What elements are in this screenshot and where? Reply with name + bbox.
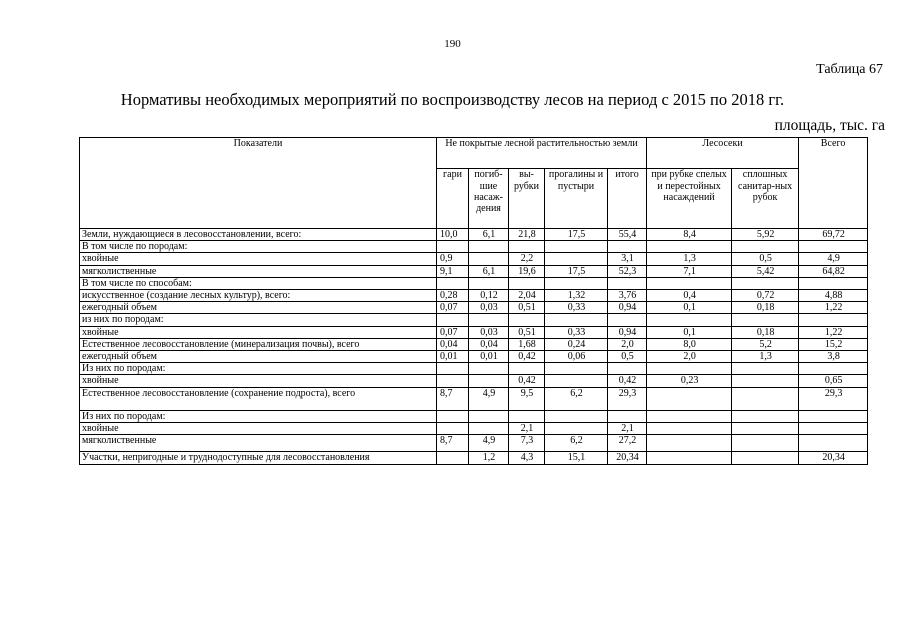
cell-dead-stands xyxy=(469,363,509,375)
cell-dead-stands: 4,9 xyxy=(469,435,509,452)
cell-sanitary-cut: 5,2 xyxy=(732,338,799,350)
cell-glades xyxy=(545,410,608,422)
cell-itogo xyxy=(608,277,647,289)
cell-total: 4,88 xyxy=(799,290,868,302)
cell-gari xyxy=(437,422,469,434)
cell-glades: 1,32 xyxy=(545,290,608,302)
cell-total: 15,2 xyxy=(799,338,868,350)
cell-cuttings xyxy=(509,363,545,375)
cell-glades xyxy=(545,375,608,387)
cell-glades: 0,33 xyxy=(545,302,608,314)
cell-mature-cut: 7,1 xyxy=(647,265,732,277)
header-group-uncovered: Не покрытые лесной растительностью земли xyxy=(437,138,647,169)
table-row xyxy=(80,241,868,253)
cell-total: 3,8 xyxy=(799,351,868,363)
cell-sanitary-cut xyxy=(732,452,799,465)
cell-itogo: 2,0 xyxy=(608,338,647,350)
cell-sanitary-cut xyxy=(732,314,799,326)
cell-itogo xyxy=(608,314,647,326)
cell-cuttings: 0,42 xyxy=(509,351,545,363)
cell-total: 1,22 xyxy=(799,302,868,314)
cell-itogo xyxy=(608,410,647,422)
cell-mature-cut: 1,3 xyxy=(647,253,732,265)
cell-total xyxy=(799,241,868,253)
table-row xyxy=(80,314,868,326)
cell-itogo: 0,94 xyxy=(608,302,647,314)
cell-gari xyxy=(437,410,469,422)
cell-gari: 10,0 xyxy=(437,229,469,241)
cell-mature-cut: 0,1 xyxy=(647,326,732,338)
row-label: Естественное лесовосстановление (сохранение подроста), всего xyxy=(80,387,437,410)
row-label: ежегодный объем xyxy=(80,351,437,363)
cell-itogo: 0,42 xyxy=(608,375,647,387)
cell-total: 69,72 xyxy=(799,229,868,241)
cell-gari xyxy=(437,452,469,465)
cell-glades: 0,24 xyxy=(545,338,608,350)
cell-sanitary-cut xyxy=(732,363,799,375)
cell-dead-stands: 0,01 xyxy=(469,351,509,363)
cell-dead-stands xyxy=(469,422,509,434)
cell-dead-stands: 6,1 xyxy=(469,229,509,241)
cell-glades: 17,5 xyxy=(545,229,608,241)
cell-total: 4,9 xyxy=(799,253,868,265)
cell-sanitary-cut xyxy=(732,410,799,422)
cell-cuttings: 2,04 xyxy=(509,290,545,302)
cell-sanitary-cut: 0,72 xyxy=(732,290,799,302)
cell-sanitary-cut: 0,18 xyxy=(732,326,799,338)
cell-itogo: 27,2 xyxy=(608,435,647,452)
cell-sanitary-cut: 5,42 xyxy=(732,265,799,277)
row-label: искусственное (создание лесных культур), всего: xyxy=(80,290,437,302)
cell-dead-stands: 4,9 xyxy=(469,387,509,410)
cell-total: 0,65 xyxy=(799,375,868,387)
cell-gari xyxy=(437,241,469,253)
cell-cuttings: 0,51 xyxy=(509,302,545,314)
row-label: В том числе по породам: xyxy=(80,241,437,253)
cell-mature-cut xyxy=(647,363,732,375)
cell-cuttings: 21,8 xyxy=(509,229,545,241)
row-label: ежегодный объем xyxy=(80,302,437,314)
header-group-cutting: Лесосеки xyxy=(647,138,799,169)
table-row xyxy=(80,302,868,314)
cell-dead-stands xyxy=(469,253,509,265)
row-label: из них по породам: xyxy=(80,314,437,326)
cell-glades: 6,2 xyxy=(545,387,608,410)
row-label: хвойные xyxy=(80,422,437,434)
cell-mature-cut: 0,23 xyxy=(647,375,732,387)
table-row xyxy=(80,290,868,302)
cell-gari: 0,04 xyxy=(437,338,469,350)
cell-total: 20,34 xyxy=(799,452,868,465)
cell-cuttings: 9,5 xyxy=(509,387,545,410)
cell-itogo: 0,94 xyxy=(608,326,647,338)
table-row xyxy=(80,410,868,422)
cell-itogo: 29,3 xyxy=(608,387,647,410)
cell-glades xyxy=(545,314,608,326)
cell-mature-cut: 0,4 xyxy=(647,290,732,302)
table-row xyxy=(80,351,868,363)
table-row xyxy=(80,387,868,410)
cell-gari: 0,07 xyxy=(437,302,469,314)
cell-gari: 8,7 xyxy=(437,435,469,452)
cell-dead-stands: 0,03 xyxy=(469,326,509,338)
cell-glades: 0,33 xyxy=(545,326,608,338)
cell-cuttings: 1,68 xyxy=(509,338,545,350)
cell-dead-stands xyxy=(469,375,509,387)
cell-sanitary-cut: 0,5 xyxy=(732,253,799,265)
cell-total: 29,3 xyxy=(799,387,868,410)
cell-sanitary-cut xyxy=(732,387,799,410)
row-label: мягколиственные xyxy=(80,265,437,277)
cell-gari: 8,7 xyxy=(437,387,469,410)
table-row xyxy=(80,375,868,387)
cell-gari: 9,1 xyxy=(437,265,469,277)
cell-gari: 0,07 xyxy=(437,326,469,338)
table-number: Таблица 67 xyxy=(816,62,883,77)
cell-glades: 0,06 xyxy=(545,351,608,363)
cell-cuttings: 4,3 xyxy=(509,452,545,465)
header-gari: гари xyxy=(437,169,469,229)
cell-dead-stands: 6,1 xyxy=(469,265,509,277)
cell-total xyxy=(799,277,868,289)
cell-dead-stands: 0,04 xyxy=(469,338,509,350)
cell-gari xyxy=(437,375,469,387)
cell-glades xyxy=(545,363,608,375)
cell-cuttings: 19,6 xyxy=(509,265,545,277)
cell-itogo: 55,4 xyxy=(608,229,647,241)
cell-gari xyxy=(437,277,469,289)
cell-mature-cut: 8,4 xyxy=(647,229,732,241)
header-dead-stands: погиб-шие насаж-дения xyxy=(469,169,509,229)
cell-cuttings xyxy=(509,277,545,289)
row-label: Естественное лесовосстановление (минерализация почвы), всего xyxy=(80,338,437,350)
table-row xyxy=(80,338,868,350)
cell-mature-cut xyxy=(647,422,732,434)
cell-total xyxy=(799,435,868,452)
cell-itogo: 20,34 xyxy=(608,452,647,465)
cell-sanitary-cut: 5,92 xyxy=(732,229,799,241)
cell-sanitary-cut xyxy=(732,435,799,452)
table-row xyxy=(80,422,868,434)
cell-itogo: 0,5 xyxy=(608,351,647,363)
row-label: хвойные xyxy=(80,326,437,338)
cell-sanitary-cut: 0,18 xyxy=(732,302,799,314)
cell-sanitary-cut xyxy=(732,277,799,289)
cell-mature-cut xyxy=(647,277,732,289)
row-label: Участки, непригодные и труднодоступные для лесовосстановления xyxy=(80,452,437,465)
cell-dead-stands: 1,2 xyxy=(469,452,509,465)
header-glades: прогалины и пустыри xyxy=(545,169,608,229)
row-label: мягколиственные xyxy=(80,435,437,452)
cell-cuttings: 7,3 xyxy=(509,435,545,452)
cell-glades xyxy=(545,253,608,265)
cell-dead-stands xyxy=(469,410,509,422)
cell-total xyxy=(799,410,868,422)
cell-mature-cut: 8,0 xyxy=(647,338,732,350)
page-number: 190 xyxy=(444,38,461,50)
table-row xyxy=(80,253,868,265)
cell-cuttings: 2,2 xyxy=(509,253,545,265)
units-label: площадь, тыс. га xyxy=(774,117,885,134)
cell-gari: 0,9 xyxy=(437,253,469,265)
cell-mature-cut xyxy=(647,435,732,452)
cell-mature-cut: 2,0 xyxy=(647,351,732,363)
cell-dead-stands: 0,03 xyxy=(469,302,509,314)
cell-glades xyxy=(545,422,608,434)
row-label: В том числе по способам: xyxy=(80,277,437,289)
cell-mature-cut xyxy=(647,410,732,422)
table-row xyxy=(80,363,868,375)
cell-cuttings: 0,42 xyxy=(509,375,545,387)
row-label: Из них по породам: xyxy=(80,410,437,422)
cell-cuttings xyxy=(509,410,545,422)
cell-dead-stands xyxy=(469,314,509,326)
cell-cuttings: 2,1 xyxy=(509,422,545,434)
row-label: хвойные xyxy=(80,253,437,265)
cell-glades xyxy=(545,277,608,289)
cell-itogo xyxy=(608,363,647,375)
cell-dead-stands: 0,12 xyxy=(469,290,509,302)
cell-gari: 0,28 xyxy=(437,290,469,302)
row-label: Из них по породам: xyxy=(80,363,437,375)
table-title: Нормативы необходимых мероприятий по воспроизводству лесов на период с 2015 по 2018 гг. xyxy=(120,90,785,109)
cell-sanitary-cut: 1,3 xyxy=(732,351,799,363)
cell-mature-cut xyxy=(647,387,732,410)
row-label: Земли, нуждающиеся в лесовосстановлении, всего: xyxy=(80,229,437,241)
table-row xyxy=(80,277,868,289)
cell-total xyxy=(799,422,868,434)
cell-cuttings xyxy=(509,241,545,253)
cell-mature-cut xyxy=(647,314,732,326)
cell-cuttings: 0,51 xyxy=(509,326,545,338)
header-indicators: Показатели xyxy=(80,138,437,229)
data-table xyxy=(79,137,868,465)
cell-total: 1,22 xyxy=(799,326,868,338)
cell-itogo: 52,3 xyxy=(608,265,647,277)
cell-total xyxy=(799,363,868,375)
cell-itogo xyxy=(608,241,647,253)
table-row xyxy=(80,435,868,452)
cell-glades xyxy=(545,241,608,253)
cell-mature-cut xyxy=(647,241,732,253)
cell-itogo: 3,1 xyxy=(608,253,647,265)
table-row xyxy=(80,452,868,465)
cell-gari xyxy=(437,314,469,326)
cell-gari xyxy=(437,363,469,375)
header-sanitary-cut: сплошных санитар-ных рубок xyxy=(732,169,799,229)
cell-mature-cut: 0,1 xyxy=(647,302,732,314)
cell-glades: 17,5 xyxy=(545,265,608,277)
cell-glades: 15,1 xyxy=(545,452,608,465)
cell-itogo: 2,1 xyxy=(608,422,647,434)
table-row xyxy=(80,229,868,241)
cell-dead-stands xyxy=(469,277,509,289)
header-total: Всего xyxy=(799,138,868,229)
header-mature-cut: при рубке спелых и перестойных насаждений xyxy=(647,169,732,229)
cell-sanitary-cut xyxy=(732,241,799,253)
header-cuttings: вы-рубки xyxy=(509,169,545,229)
cell-cuttings xyxy=(509,314,545,326)
cell-total: 64,82 xyxy=(799,265,868,277)
cell-dead-stands xyxy=(469,241,509,253)
header-itogo: итого xyxy=(608,169,647,229)
cell-mature-cut xyxy=(647,452,732,465)
cell-glades: 6,2 xyxy=(545,435,608,452)
table-row xyxy=(80,326,868,338)
cell-gari: 0,01 xyxy=(437,351,469,363)
row-label: хвойные xyxy=(80,375,437,387)
table-row xyxy=(80,265,868,277)
cell-total xyxy=(799,314,868,326)
cell-sanitary-cut xyxy=(732,422,799,434)
cell-sanitary-cut xyxy=(732,375,799,387)
cell-itogo: 3,76 xyxy=(608,290,647,302)
